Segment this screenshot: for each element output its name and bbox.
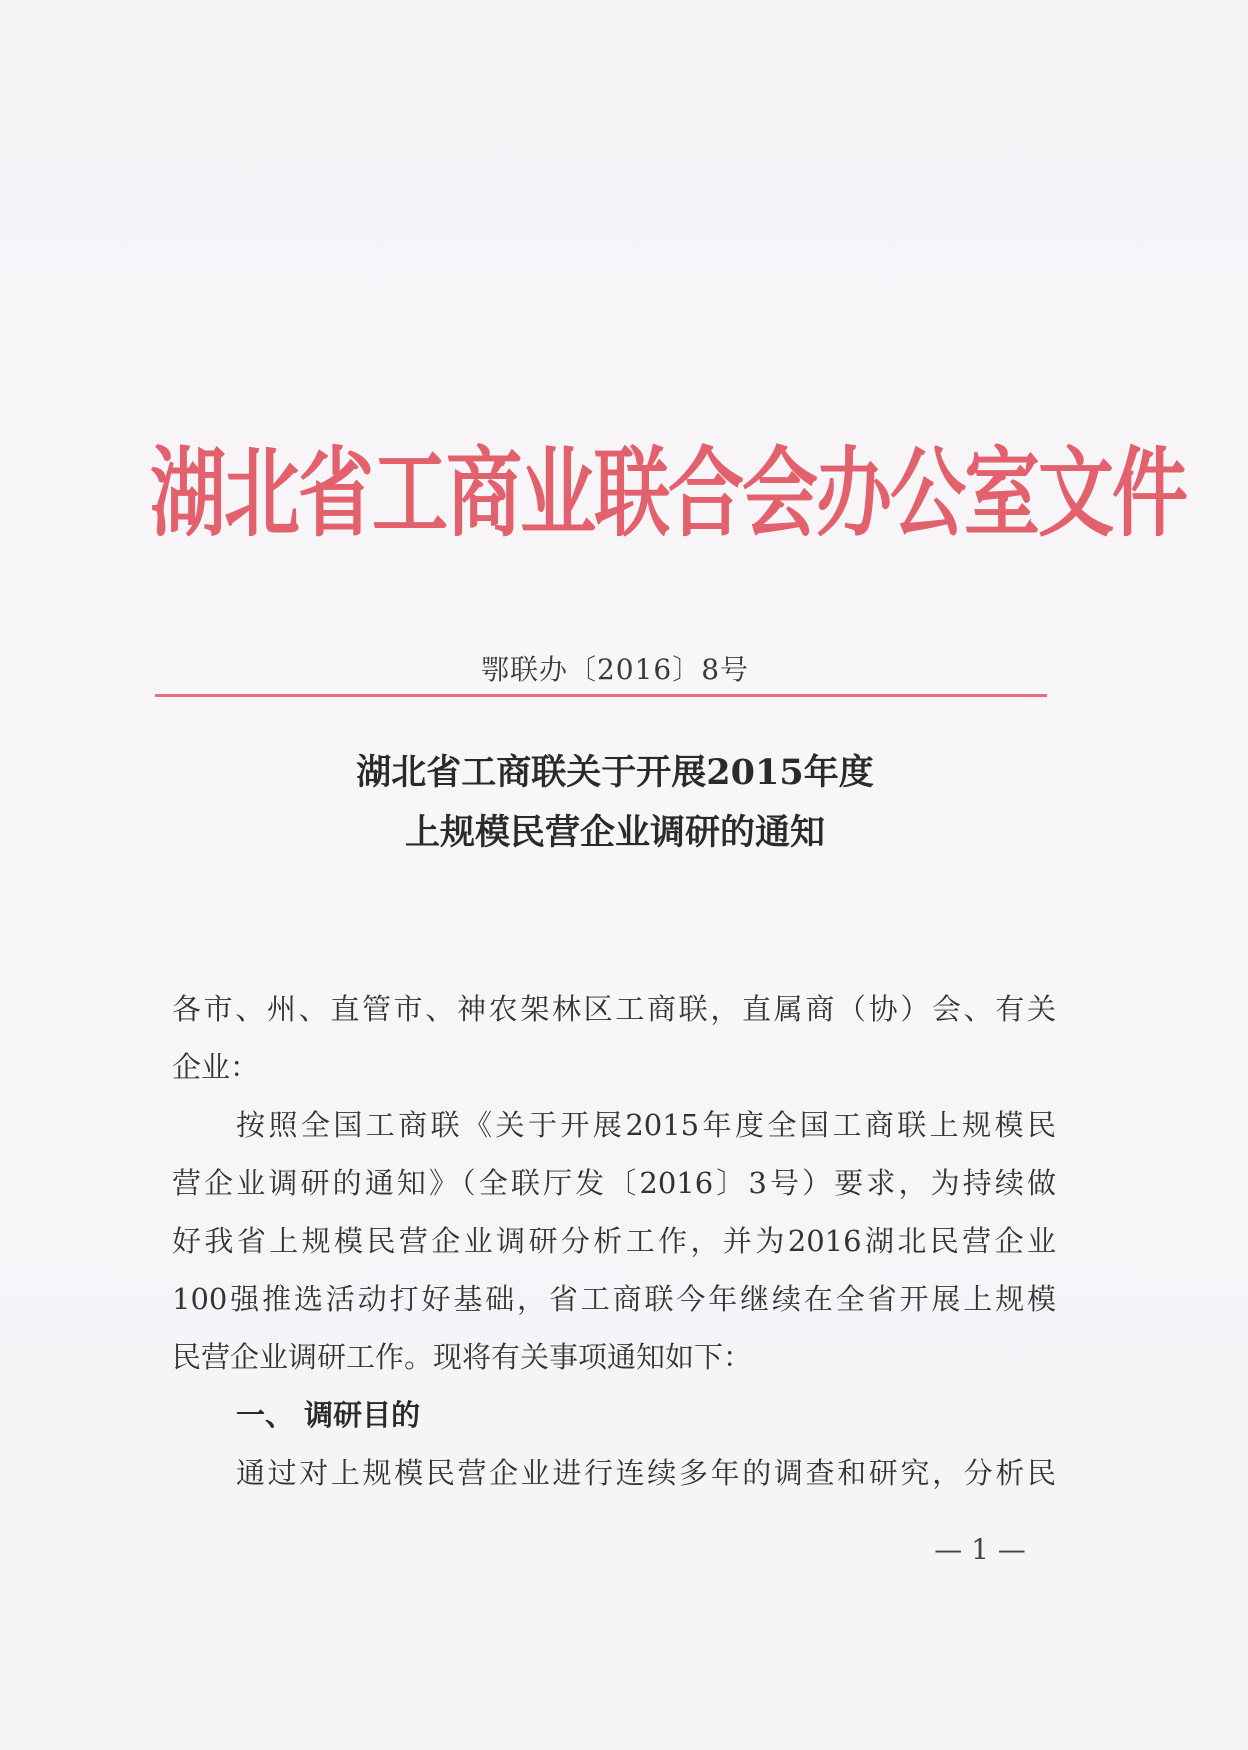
masthead-title: 湖北省工商业联合会办公室文件 [150, 435, 1186, 550]
paragraph-1-line-5: 民营企业调研工作。现将有关事项通知如下： [172, 1340, 753, 1374]
notice-title-line-2: 上规模民营企业调研的通知 [404, 812, 825, 853]
paragraph-2-line-1: 通过对上规模民营企业进行连续多年的调查和研究，分析民 [236, 1456, 1056, 1490]
section-1-heading: 一、 调研目的 [236, 1398, 421, 1432]
recipients-line-1: 各市、州、直管市、神农架林区工商联，直属商（协）会、有关 [172, 992, 1056, 1026]
paragraph-1-line-1: 按照全国工商联《关于开展2015年度全国工商联上规模民 [236, 1108, 1056, 1142]
page-number: — 1 — [934, 1533, 1026, 1566]
document-number: 鄂联办〔2016〕8号 [480, 653, 750, 686]
red-divider-line [155, 694, 1047, 697]
paragraph-1-line-2: 营企业调研的通知》（全联厅发〔2016〕3号）要求，为持续做 [172, 1166, 1056, 1200]
recipients-line-2: 企业： [172, 1050, 260, 1084]
notice-title-line-1: 湖北省工商联关于开展2015年度 [356, 752, 874, 793]
paragraph-1-line-3: 好我省上规模民营企业调研分析工作，并为2016湖北民营企业 [172, 1224, 1056, 1258]
paragraph-1-line-4: 100强推选活动打好基础，省工商联今年继续在全省开展上规模 [172, 1282, 1056, 1316]
